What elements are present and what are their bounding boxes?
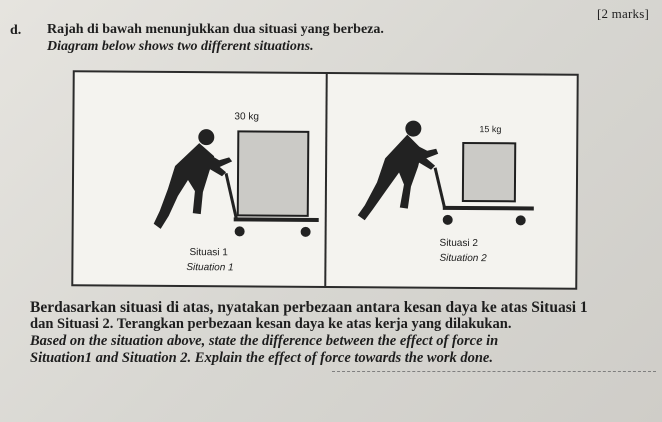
box-15kg-icon bbox=[463, 143, 515, 201]
situation-2-label-bm: Situasi 2 bbox=[439, 237, 478, 250]
marks-label: [2 marks] bbox=[597, 6, 649, 21]
prompt-english: Diagram below shows two different situations. bbox=[47, 39, 314, 54]
situation-diagram bbox=[71, 70, 578, 290]
box-30kg-icon bbox=[238, 131, 309, 215]
prompt-bahasa-melayu: Rajah di bawah menunjukkan dua situasi yang berbeza. bbox=[47, 22, 384, 37]
situation-2-panel bbox=[326, 74, 577, 288]
weight-label-right: 15 kg bbox=[479, 124, 502, 135]
instruction-line-2: dan Situasi 2. Terangkan perbezaan kesan daya ke atas kerja yang dilakukan. bbox=[30, 316, 512, 332]
situation-1-label-bm: Situasi 1 bbox=[189, 247, 228, 259]
person-pushing-icon bbox=[154, 129, 233, 230]
situation-1-panel bbox=[73, 72, 324, 286]
question-number: d. bbox=[10, 23, 22, 38]
instruction-line-3: Based on the situation above, state the difference between the effect of force in bbox=[30, 333, 499, 349]
weight-label-left: 30 kg bbox=[234, 111, 259, 123]
answer-line bbox=[332, 371, 656, 372]
situation-2-label-en: Situation 2 bbox=[439, 252, 487, 265]
instruction-line-1: Berdasarkan situasi di atas, nyatakan perbezaan antara kesan daya ke atas Situasi 1 bbox=[30, 299, 588, 316]
situation-1-label-en: Situation 1 bbox=[186, 262, 234, 274]
instruction-line-4: Situation1 and Situation 2. Explain the effect of force towards the work done. bbox=[30, 350, 493, 366]
person-pushing-icon bbox=[358, 120, 439, 221]
